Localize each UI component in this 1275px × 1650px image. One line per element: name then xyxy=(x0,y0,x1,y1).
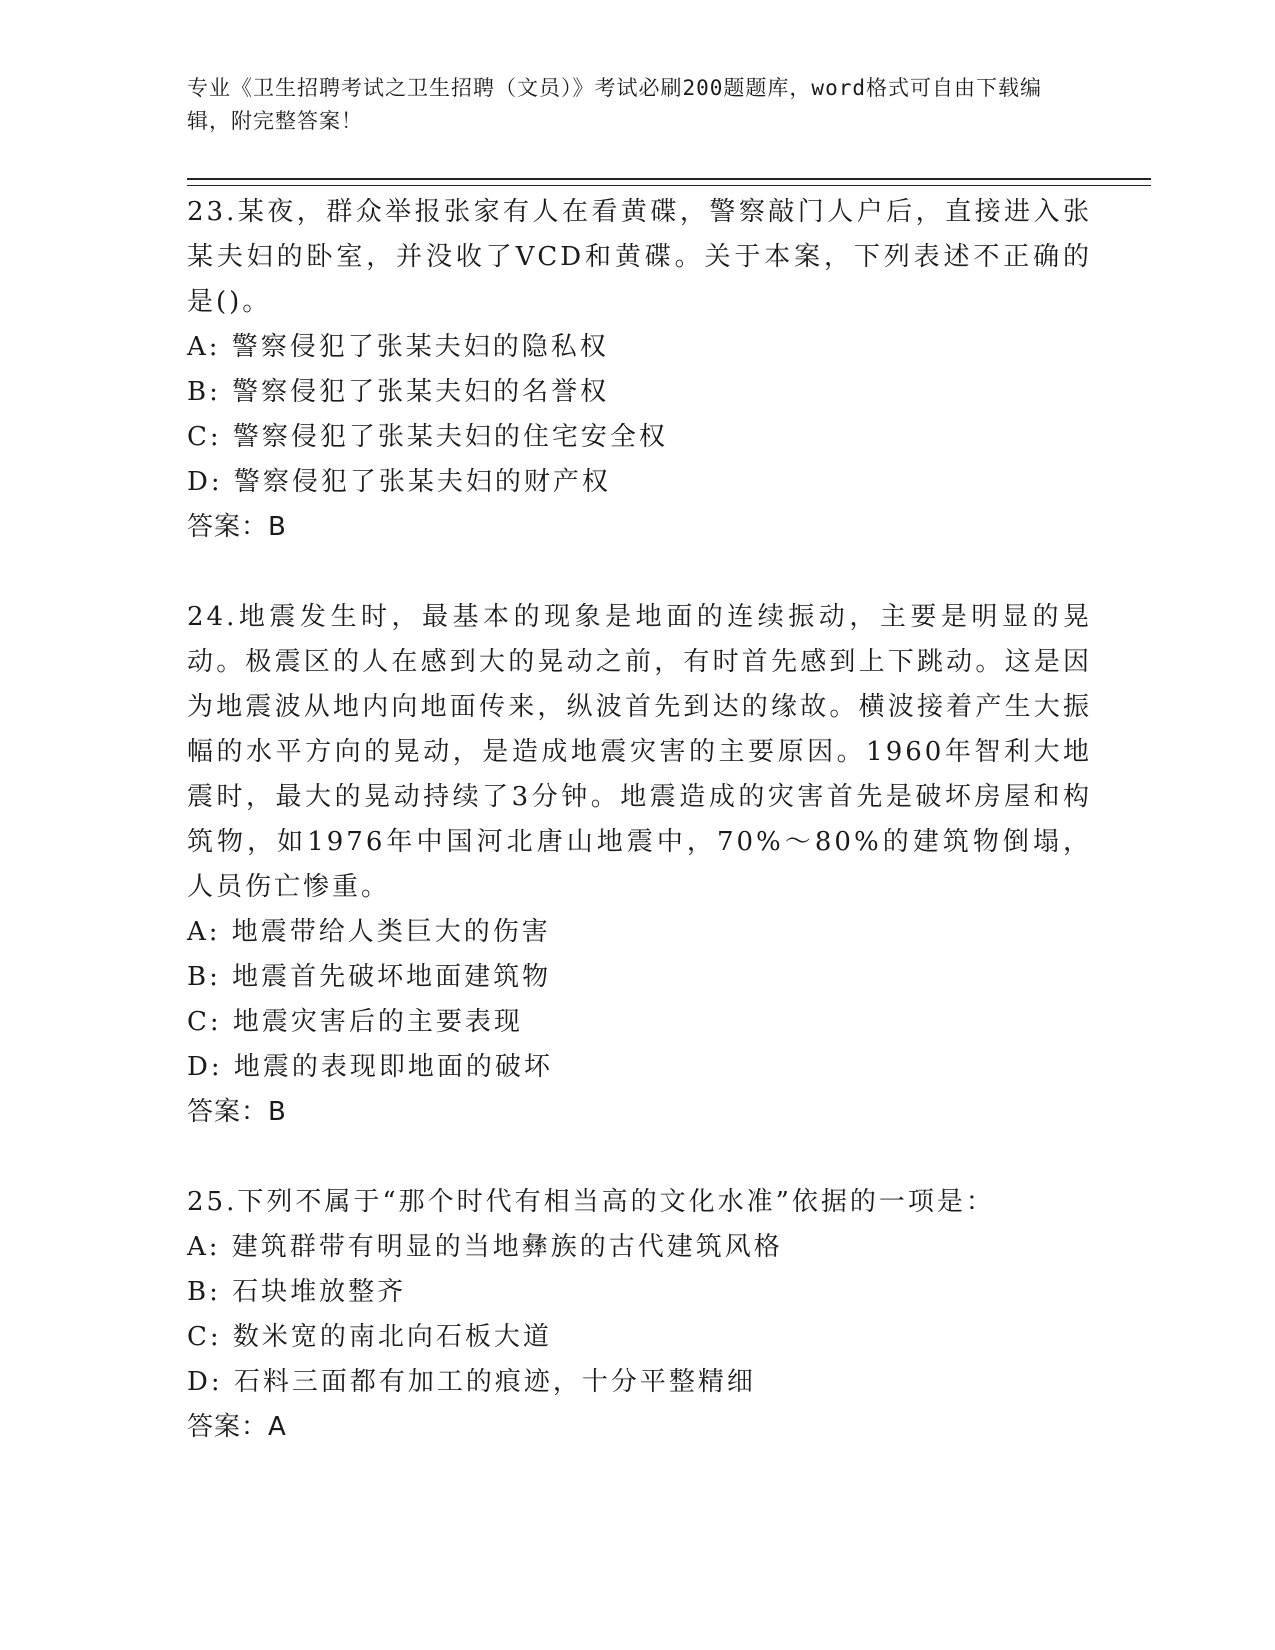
spacer xyxy=(187,1135,1092,1180)
answer-line: 答案：A xyxy=(187,1412,287,1442)
question-stem: 25.下列不属于“那个时代有相当高的文化水准”依据的一项是： xyxy=(187,1187,995,1217)
option-d: D: 地震的表现即地面的破坏 xyxy=(187,1052,553,1082)
answer-line: 答案：B xyxy=(187,512,287,542)
question-stem: 23.某夜，群众举报张家有人在看黄碟，警察敲门人户后，直接进入张某夫妇的卧室，并没收了VCD和黄碟。关于本案，下列表述不正确的是()。 xyxy=(187,197,1092,317)
question-23 xyxy=(187,190,1092,550)
option-d: D: 石料三面都有加工的痕迹，十分平整精细 xyxy=(187,1367,756,1397)
header-divider-thin xyxy=(187,185,1151,186)
option-b: B: 警察侵犯了张某夫妇的名誉权 xyxy=(187,377,610,407)
option-a: A: 地震带给人类巨大的伤害 xyxy=(187,917,551,947)
answer-line: 答案：B xyxy=(187,1097,287,1127)
spacer xyxy=(187,550,1092,595)
option-b: B: 地震首先破坏地面建筑物 xyxy=(187,962,552,992)
option-b: B: 石块堆放整齐 xyxy=(187,1277,407,1307)
question-25 xyxy=(187,1180,1092,1450)
option-a: A: 警察侵犯了张某夫妇的隐私权 xyxy=(187,332,609,362)
header-divider xyxy=(187,178,1151,180)
option-c: C: 警察侵犯了张某夫妇的住宅安全权 xyxy=(187,422,668,452)
option-c: C: 数米宽的南北向石板大道 xyxy=(187,1322,552,1352)
question-list xyxy=(187,190,1092,1450)
question-stem: 24.地震发生时，最基本的现象是地面的连续振动，主要是明显的晃动。极震区的人在感到大的晃动之前，有时首先感到上下跳动。这是因为地震波从地内向地面传来，纵波首先到达的缘故。横波接着产生大振幅的水平方向的晃动，是造成地震灾害的主要原因。1960年智利大地震时，最大的晃动持续了3分钟。地震造成的灾害首先是破坏房屋和构筑物，如1976年中国河北唐山地震中，70%～80%的建筑物倒塌，人员伤亡惨重。 xyxy=(187,602,1092,902)
option-c: C: 地震灾害后的主要表现 xyxy=(187,1007,523,1037)
option-d: D: 警察侵犯了张某夫妇的财产权 xyxy=(187,467,611,497)
question-24 xyxy=(187,595,1092,1135)
option-a: A: 建筑群带有明显的当地彝族的古代建筑风格 xyxy=(187,1232,783,1262)
page-header: 专业《卫生招聘考试之卫生招聘（文员）》考试必刷200题题库，word格式可自由下载编辑，附完整答案！ xyxy=(187,76,1042,133)
